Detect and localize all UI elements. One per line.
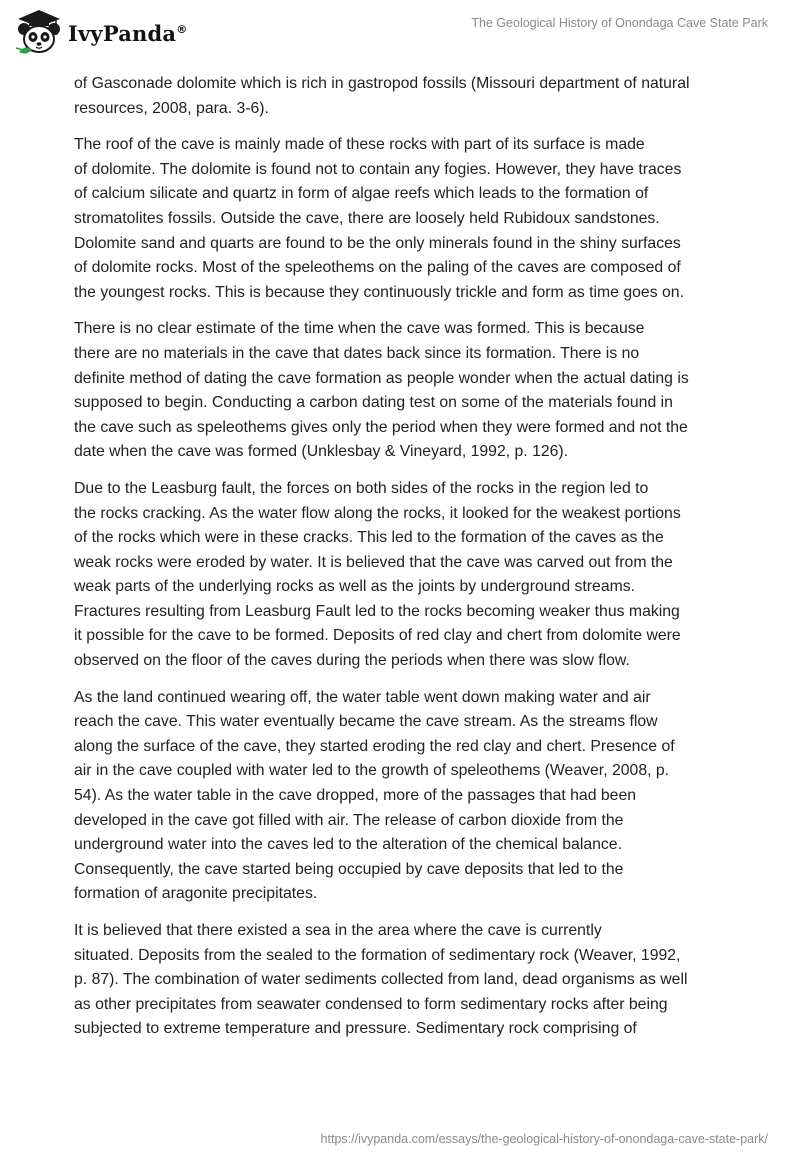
source-url[interactable]: https://ivypanda.com/essays/the-geological-history-of-onondaga-cave-state-park/ [320, 1132, 768, 1146]
document-title: The Geological History of Onondaga Cave State Park [471, 16, 768, 30]
brand-name: IvyPanda® [68, 20, 188, 46]
paragraph: Due to the Leasburg fault, the forces on both sides of the rocks in the region led to the rocks cracking. As the water flow along the rocks, it looked for the weakest portions of the rocks which were in these cracks. This led to the formation of the caves as the weak rocks were eroded by water. It is believed that the cave was carved out from the weak parts of the underlying rocks as well as the joints by underground streams. Fractures resulting from Leasburg Fault led to the rocks becoming weaker thus making it possible for the cave to be formed. Deposits of red clay and chert from dolomite were observed on the floor of the caves during the periods when there was slow flow. [74, 479, 681, 670]
brand-logo[interactable] [14, 8, 187, 58]
paragraph: The roof of the cave is mainly made of these rocks with part of its surface is made of dolomite. The dolomite is found not to contain any fogies. However, they have traces of calcium silicate and quartz in form of algae reefs which leads to the formation of stromatolites fossils. Outside the cave, there are loosely held Rubidoux sandstones. Dolomite sand and quarts are found to be the only minerals found in the shiny surfaces of dolomite rocks. Most of the speleothems on the paling of the caves are composed of the youngest rocks. This is because they continuously trickle and form as time goes on. [74, 136, 684, 301]
paragraph: It is believed that there existed a sea in the area where the cave is currently situated. Deposits from the sealed to the formation of sedimentary rock (Weaver, 1992, p. 87). The combination of water sediments collected from land, dead organisms as well as other precipitates from seawater condensed to form sedimentary rocks after being subjected to extreme temperature and pressure. Sedimentary rock comprising of [74, 922, 688, 1038]
page-header [0, 0, 800, 66]
panda-graduate-icon [14, 8, 64, 58]
paragraph: As the land continued wearing off, the water table went down making water and air reach the cave. This water eventually became the cave stream. As the streams flow along the surface of the cave, they started eroding the red clay and chert. Presence of air in the cave coupled with water led to the growth of speleothems (Weaver, 2008, p. 54). As the water table in the cave dropped, more of the passages that had been developed in the cave got filled with air. The release of carbon dioxide from the underground water into the caves led to the alteration of the chemical balance. Consequently, the cave started being occupied by cave deposits that led to the formation of aragonite precipitates. [74, 688, 675, 903]
registered-mark: ® [176, 22, 188, 36]
paragraph: of Gasconade dolomite which is rich in gastropod fossils (Missouri department of natural resources, 2008, para. 3-6). [74, 75, 690, 117]
essay-body [74, 72, 734, 1054]
paragraph: There is no clear estimate of the time when the cave was formed. This is because there are no materials in the cave that dates back since its formation. There is no definite method of dating the cave formation as people wonder when the actual dating is supposed to begin. Conducting a carbon dating test on some of the materials found in the cave such as speleothems gives only the period when they were formed and not the date when the cave was formed (Unklesbay & Vineyard, 1992, p. 126). [74, 320, 689, 461]
